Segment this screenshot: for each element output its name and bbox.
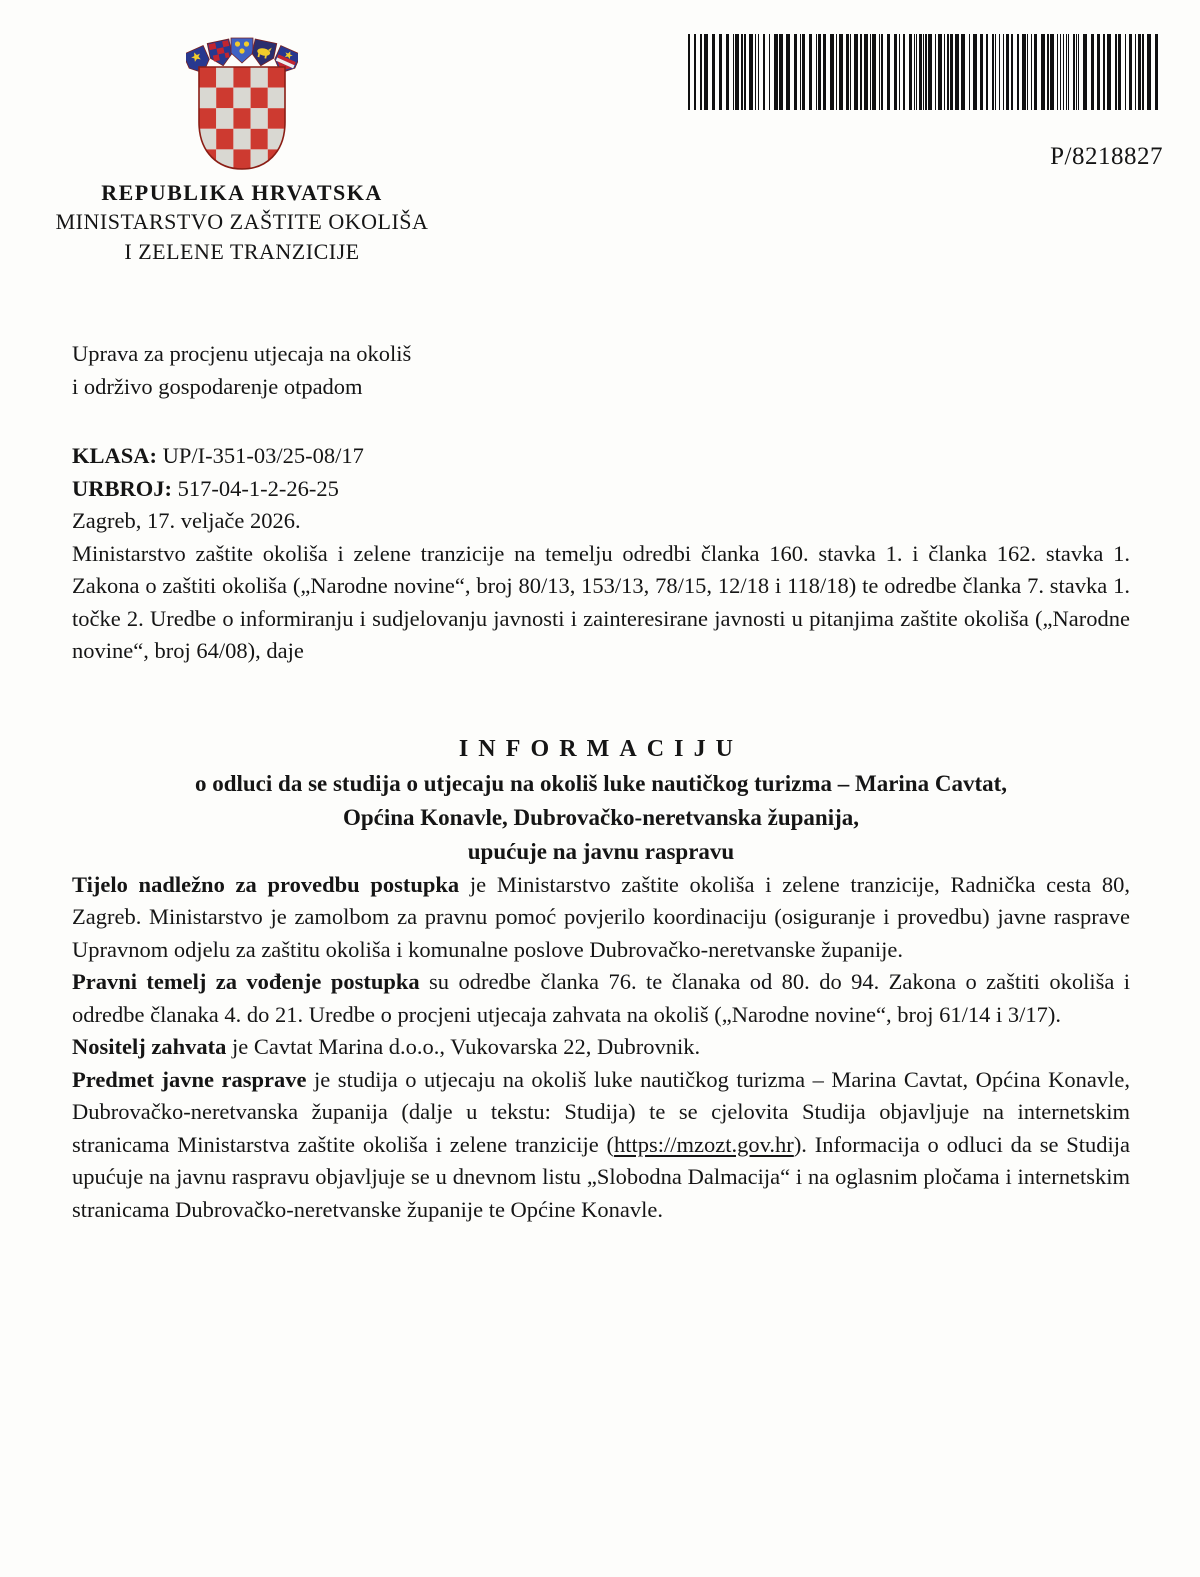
title-subject-line-1: o odluci da se studija o utjecaju na okoliš luke nautičkog turizma – Marina Cavtat,	[194, 770, 1008, 796]
place-date-line: Zagreb, 17. veljače 2026.	[72, 508, 301, 533]
klasa-value: UP/I-351-03/25-08/17	[157, 443, 364, 468]
consultation-subject-lead: Predmet javne rasprave	[72, 1066, 307, 1092]
paragraph-public-consultation-subject: Predmet javne rasprave je studija o utjecaju na okoliš luke nautičkog turizma – Marina Cavtat, Općina Konavle, Dubrovačko-neretvanska županija (dalje u tekstu: Studija) te se cjelovita Studija objavljuje na internetskim stranicama Ministarstva zaštite okoliša i zelene tranzicije (https://mzozt.gov.hr). Informacija o odluci da se Studija upućuje na javnu raspravu objavljuje se u dnevnom listu „Slobodna Dalmacija“ i na oglasnim pločama i internetskim stranicama Dubrovačko-neretvanske županije te Općine Konavle.	[72, 1066, 1131, 1222]
croatian-coat-of-arms-icon	[186, 36, 298, 177]
document-title	[72, 731, 1130, 869]
project-holder-lead: Nositelj zahvata	[72, 1034, 227, 1059]
barcode-icon	[688, 34, 1163, 110]
department-line-1: Uprava za procjenu utjecaja na okoliš	[72, 341, 412, 366]
ministry-website-link[interactable]: https://mzozt.gov.hr	[614, 1131, 794, 1157]
coat-checkerboard	[199, 67, 285, 170]
urbroj-label: URBROJ:	[72, 475, 172, 501]
barcode-block	[688, 34, 1163, 171]
title-subject-line-2: Općina Konavle, Dubrovačko-neretvanska županija,	[342, 804, 860, 830]
intro-paragraph: Ministarstvo zaštite okoliša i zelene tranzicije na temelju odredbi članka 160. stavka 1. i članka 162. stavka 1. Zakona o zaštiti okoliša („Narodne novine“, broj 80/13, 153/13, 78/15, 12/18 i 118/18) te odredbe članka 7. stavka 1. točke 2. Uredbe o informiranju i sudjelovanju javnosti i zainteresirane javnosti u pitanjima zaštite okoliša („Narodne novine“, broj 64/08), daje	[72, 540, 1130, 663]
title-informaciju: INFORMACIJU	[458, 735, 744, 762]
department-line-2: i održivo gospodarenje otpadom	[72, 373, 363, 399]
klasa-label: KLASA:	[72, 443, 158, 468]
ministry-name-line-1: MINISTARSTVO ZAŠTITE OKOLIŠA	[55, 209, 429, 234]
competent-body-lead: Tijelo nadležno za provedbu postupka	[72, 871, 460, 897]
paragraph-project-holder: Nositelj zahvata je Cavtat Marina d.o.o., Vukovarska 22, Dubrovnik.	[72, 1034, 701, 1059]
country-name: REPUBLIKA HRVATSKA	[101, 180, 383, 205]
urbroj-line	[72, 473, 1130, 506]
document-body	[72, 338, 1130, 1226]
letterhead	[22, 36, 462, 266]
ministry-name-line-2: I ZELENE TRANZICIJE	[124, 238, 360, 264]
barcode-number: P/8218827	[1050, 143, 1163, 170]
legal-basis-lead: Pravni temelj za vođenje postupka	[72, 969, 420, 994]
urbroj-value: 517-04-1-2-26-25	[172, 475, 339, 501]
klasa-line	[72, 440, 1130, 473]
title-subject-line-3: upućuje na javnu raspravu	[467, 838, 735, 864]
reference-block	[72, 440, 1130, 538]
paragraph-legal-basis: Pravni temelj za vođenje postupka su odredbe članka 76. te članaka od 80. do 94. Zakona o zaštiti okoliša i odredbe članaka 4. do 21. Uredbe o procjeni utjecaja zahvata na okoliš („Narodne novine“, broj 61/14 i 3/17).	[72, 969, 1130, 1027]
department-block	[72, 338, 1130, 403]
paragraph-competent-body: Tijelo nadležno za provedbu postupka je Ministarstvo zaštite okoliša i zelene tranzicije, Radnička cesta 80, Zagreb. Ministarstvo je zamolbom za pravnu pomoć povjerilo koordinaciju (osiguranje i provedbu) javne rasprave Upravnom odjelu za zaštitu okoliša i komunalne poslove Dubrovačko-neretvanske županije.	[72, 871, 1130, 962]
